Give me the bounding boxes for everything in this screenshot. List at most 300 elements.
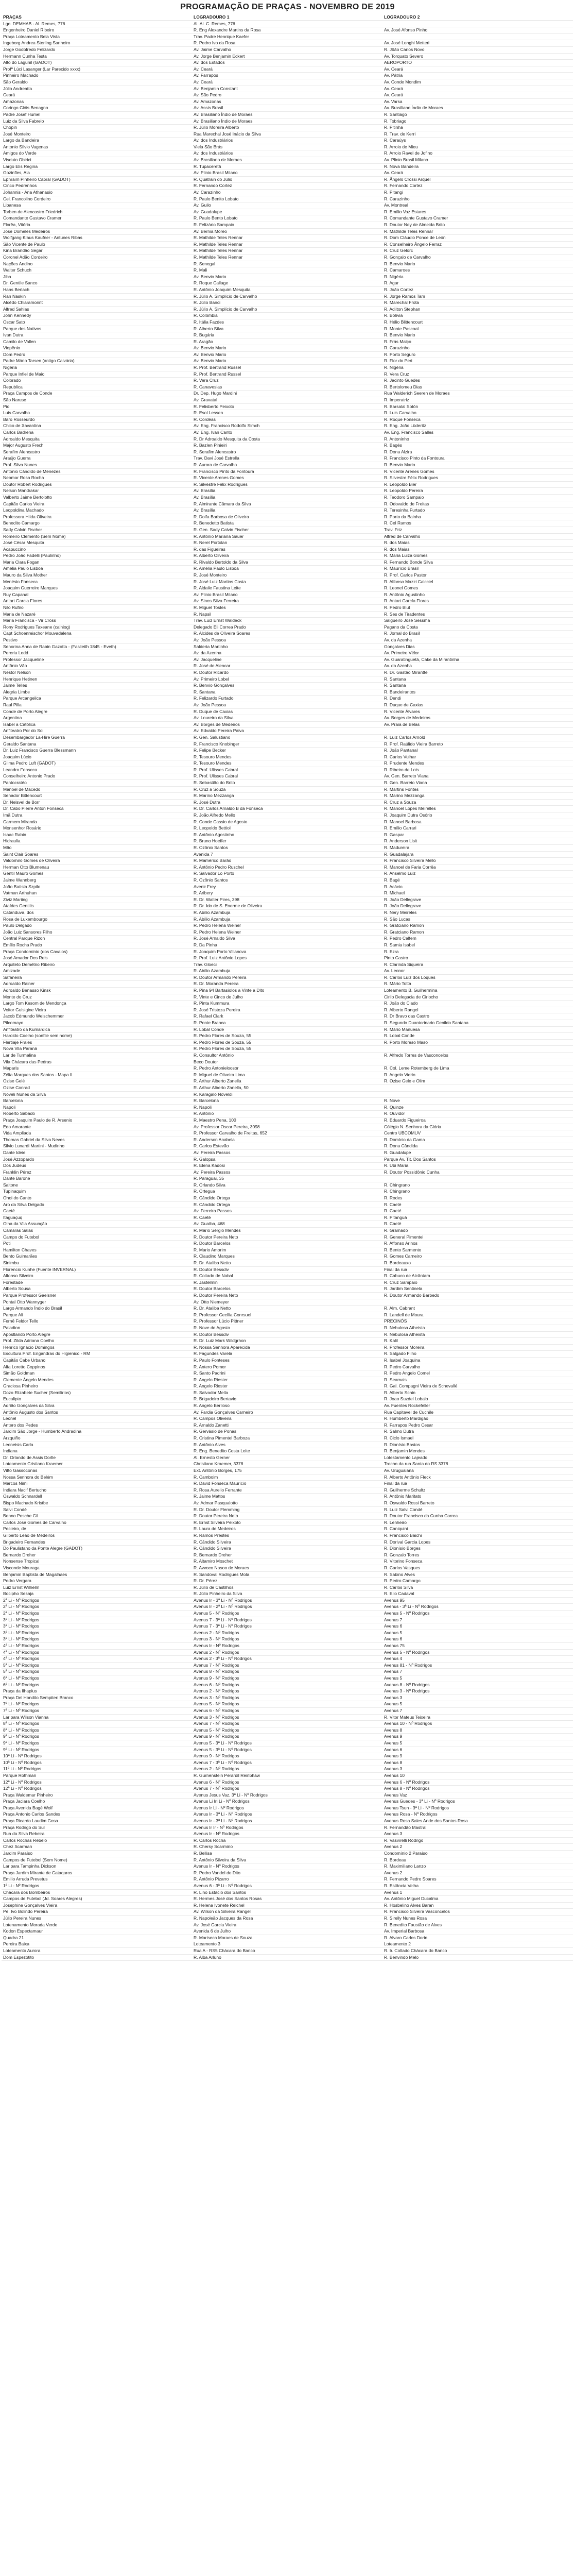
cell-praca: Maria de Nazaré bbox=[2, 611, 192, 618]
table-row bbox=[2, 1065, 573, 1072]
cell-logradouro-1: R. Antônio Agostinho bbox=[192, 832, 382, 838]
table-row bbox=[2, 1935, 573, 1941]
cell-praca: Câmaras Salas bbox=[2, 1228, 192, 1234]
cell-praca: Marcos Nimi bbox=[2, 1481, 192, 1487]
cell-logradouro-2: R. Comandante Gustavo Cramer bbox=[382, 215, 573, 222]
table-row bbox=[2, 222, 573, 229]
table-row bbox=[2, 1656, 573, 1663]
cell-logradouro-2: R. Fernandão Mastral bbox=[382, 1824, 573, 1831]
table-row bbox=[2, 1448, 573, 1455]
cell-praca: Quadra 21 bbox=[2, 1935, 192, 1941]
cell-logradouro-2: R. Alfredo Torres de Vasconcelos bbox=[382, 1053, 573, 1059]
cell-praca: 7ª Li - Nº Rodrigos bbox=[2, 1701, 192, 1708]
cell-praca: Johannis - Ana Athanasio bbox=[2, 190, 192, 196]
table-row bbox=[2, 1383, 573, 1390]
table-row bbox=[2, 1474, 573, 1481]
cell-logradouro-1: R. Paraguai, 35 bbox=[192, 1176, 382, 1182]
cell-praca: Central Parque Rizon bbox=[2, 936, 192, 942]
cell-logradouro-1: R. Dr. Doutor Flemming bbox=[192, 1506, 382, 1513]
cell-logradouro-2: R. Mário Manuesa bbox=[382, 1026, 573, 1033]
cell-logradouro-2: R. Lobal Conde bbox=[382, 1033, 573, 1040]
cell-logradouro-2: R. Manoel Barbosa bbox=[382, 819, 573, 825]
cell-logradouro-2: Avenus 3 bbox=[382, 1831, 573, 1838]
cell-logradouro-1: R. Pedro Flores de Souza, 55 bbox=[192, 1039, 382, 1046]
cell-praca: Bernardo Dreher bbox=[2, 1552, 192, 1558]
cell-praca: Josephine Gonçalves Vieira bbox=[2, 1902, 192, 1909]
table-row bbox=[2, 163, 573, 170]
table-row bbox=[2, 896, 573, 903]
cell-logradouro-1: R. Tesouro Mendes bbox=[192, 760, 382, 767]
cell-praca: Chico de Xavantina bbox=[2, 423, 192, 430]
cell-logradouro-1: R. Itália Fazdes bbox=[192, 319, 382, 326]
cell-logradouro-2: R. Santana bbox=[382, 676, 573, 683]
cell-praca: Adroaldo Benasso Kinsk bbox=[2, 988, 192, 994]
cell-praca: Prof. Zilda Adriana Coelho bbox=[2, 1338, 192, 1345]
cell-praca: Júlio Andreatta bbox=[2, 86, 192, 92]
cell-praca: Desembargador La-Hire Guerra bbox=[2, 734, 192, 741]
table-row bbox=[2, 585, 573, 592]
table-row bbox=[2, 1435, 573, 1442]
table-row bbox=[2, 1896, 573, 1903]
cell-logradouro-2: Alfred de Carvalho bbox=[382, 533, 573, 540]
cell-logradouro-1: Avenus 6 - Nº Rodrigos bbox=[192, 1707, 382, 1714]
cell-praca: Araújo Guerra bbox=[2, 455, 192, 462]
cell-praca: Dr. Luiz Francisco Guerra Blessmann bbox=[2, 748, 192, 754]
cell-logradouro-2: R. Benjamin Mendes bbox=[382, 1448, 573, 1455]
cell-praca: Emilio Arruda Prevetus bbox=[2, 1876, 192, 1883]
cell-logradouro-2: R. Gonzalo Torres bbox=[382, 1552, 573, 1558]
table-row bbox=[2, 228, 573, 235]
cell-logradouro-1: R. Doutor Armando Pereira bbox=[192, 974, 382, 981]
cell-logradouro-1: R. Karagalo Noveldi bbox=[192, 1091, 382, 1098]
cell-logradouro-2: R. Nigéria bbox=[382, 365, 573, 371]
cell-praca: Roberto Sábado bbox=[2, 1111, 192, 1117]
cell-logradouro-1: R. Napsil bbox=[192, 611, 382, 618]
table-row bbox=[2, 1506, 573, 1513]
table-row bbox=[2, 728, 573, 735]
cell-logradouro-2: Pinto Castro bbox=[382, 955, 573, 962]
cell-praca: Paladion bbox=[2, 1325, 192, 1331]
cell-logradouro-2: Avenus 4 bbox=[382, 1656, 573, 1663]
cell-logradouro-2: R. Vicente Álvares bbox=[382, 708, 573, 715]
table-row bbox=[2, 118, 573, 125]
cell-praca: Ceará bbox=[2, 92, 192, 99]
cell-praca: Lotenamento Morada Verde bbox=[2, 1922, 192, 1928]
cell-logradouro-2: R. Martins Fontes bbox=[382, 786, 573, 793]
cell-logradouro-2: Av. Leonor bbox=[382, 968, 573, 975]
cell-logradouro-1: R. Júlio de Castilhos bbox=[192, 1584, 382, 1591]
table-row bbox=[2, 1053, 573, 1059]
cell-logradouro-1: Av. Benvio Mario bbox=[192, 351, 382, 358]
cell-logradouro-2: Av. Conde Mondim bbox=[382, 79, 573, 86]
cell-logradouro-1: R. Serafim Alencastro bbox=[192, 449, 382, 455]
cell-logradouro-1: Av. Plinio Brasil Milano bbox=[192, 591, 382, 598]
cell-logradouro-1: R. Júlio Moreira Alberto bbox=[192, 125, 382, 131]
cell-praca: Benno Posche Gil bbox=[2, 1513, 192, 1520]
table-row bbox=[2, 1137, 573, 1143]
table-row bbox=[2, 851, 573, 858]
cell-logradouro-2: R. João Pantanal bbox=[382, 748, 573, 754]
cell-logradouro-1: Ext. Antônio Borges, 175 bbox=[192, 1468, 382, 1475]
cell-logradouro-2: R. Leonel Gomes bbox=[382, 585, 573, 592]
cell-logradouro-2: R. Emílio Carrari bbox=[382, 825, 573, 832]
cell-logradouro-2: R. Landell de Moura bbox=[382, 1312, 573, 1318]
cell-logradouro-2: R. João do Ciado bbox=[382, 1001, 573, 1007]
cell-logradouro-1: Av. Farrapos bbox=[192, 73, 382, 79]
cell-logradouro-2: R. Jacinto Guedes bbox=[382, 378, 573, 384]
cell-logradouro-1: Av. Brasiliano Índio de Moraes bbox=[192, 118, 382, 125]
table-row bbox=[2, 663, 573, 670]
cell-praca: Alto do Lagunil (GADOT) bbox=[2, 60, 192, 66]
cell-logradouro-2: R. Imperatriz bbox=[382, 397, 573, 404]
cell-logradouro-1: Avenus 9 - Nº Rodrigos bbox=[192, 1753, 382, 1760]
table-row bbox=[2, 909, 573, 916]
cell-logradouro-1: R. Cruz a Souza bbox=[192, 786, 382, 793]
cell-praca: Pantocratéo bbox=[2, 780, 192, 787]
cell-praca: Raul Pilla bbox=[2, 702, 192, 708]
cell-logradouro-1: R. Bernardo Dreher bbox=[192, 1552, 382, 1558]
cell-logradouro-1: R. Prof. Luiz Antônio Lopes bbox=[192, 955, 382, 962]
table-row bbox=[2, 1766, 573, 1773]
table-row bbox=[2, 702, 573, 708]
cell-logradouro-1: R. Felisberto Peixoto bbox=[192, 403, 382, 410]
pracas-table bbox=[2, 14, 573, 1961]
cell-logradouro-1: Av. dos Industriários bbox=[192, 150, 382, 157]
cell-logradouro-1: R. Dr. Pérez bbox=[192, 1578, 382, 1585]
cell-logradouro-2: R. Antônio Agustinho bbox=[382, 591, 573, 598]
cell-logradouro-2: Av. Brasiliano Índio de Moraes bbox=[382, 105, 573, 112]
cell-logradouro-2: R. Madureira bbox=[382, 845, 573, 852]
table-row bbox=[2, 579, 573, 585]
table-row bbox=[2, 1876, 573, 1883]
cell-praca: Libanesa bbox=[2, 202, 192, 209]
cell-praca: Padre Josef Humel bbox=[2, 111, 192, 118]
table-row bbox=[2, 280, 573, 287]
cell-logradouro-1: R. Ramos Prestes bbox=[192, 1532, 382, 1539]
cell-praca: Vida Ampliada bbox=[2, 1130, 192, 1137]
cell-logradouro-1: R. Alcides de Oliveira Soares bbox=[192, 631, 382, 637]
cell-praca: Simão Goldman bbox=[2, 1370, 192, 1377]
cell-logradouro-1: R. Paulo Bento Lobato bbox=[192, 215, 382, 222]
cell-logradouro-2: R. Michael bbox=[382, 890, 573, 897]
cell-logradouro-2: R. Segundo Duantorinario Genildo Santana bbox=[382, 1020, 573, 1027]
cell-logradouro-1: Avenus 7 - Nº Rodrigos bbox=[192, 1721, 382, 1727]
table-row bbox=[2, 1189, 573, 1195]
cell-logradouro-1: R. Dr. Ataliba Netto bbox=[192, 1306, 382, 1312]
cell-logradouro-2: Avenus 2 bbox=[382, 1844, 573, 1851]
table-row bbox=[2, 1422, 573, 1429]
table-row bbox=[2, 877, 573, 884]
cell-logradouro-1: R. Almirante Câmara da Silva bbox=[192, 501, 382, 507]
cell-logradouro-2: R. Francisco Pinto da Fontoura bbox=[382, 455, 573, 462]
cell-logradouro-2: R. Antart García Flores bbox=[382, 598, 573, 605]
cell-logradouro-1: R. Senegal bbox=[192, 261, 382, 267]
cell-praca: Luiz Ernst Wilhelm bbox=[2, 1584, 192, 1591]
cell-praca: Anfiteatro da Kumardica bbox=[2, 1026, 192, 1033]
table-row bbox=[2, 403, 573, 410]
cell-logradouro-2: Final da rua bbox=[382, 1266, 573, 1273]
table-row bbox=[2, 60, 573, 66]
cell-logradouro-2: Avenus 7 bbox=[382, 1669, 573, 1675]
cell-praca: Haroldo Coelho (sonfile sem nome) bbox=[2, 1033, 192, 1040]
cell-praca: 2ª Li - Nº Rodrigos bbox=[2, 1604, 192, 1611]
cell-praca: Graciosa Pinheiro bbox=[2, 1383, 192, 1390]
cell-logradouro-1: R. Mamérico Barão bbox=[192, 858, 382, 865]
cell-logradouro-1: R. Francisco Pinto da Fontoura bbox=[192, 468, 382, 475]
table-row bbox=[2, 125, 573, 131]
cell-praca: Antart Garcia Flores bbox=[2, 598, 192, 605]
cell-praca: Henrique Hetinen bbox=[2, 676, 192, 683]
table-row bbox=[2, 86, 573, 92]
table-row bbox=[2, 1286, 573, 1293]
cell-logradouro-2: R. Dom Cláudio Ponce de León bbox=[382, 235, 573, 242]
table-row bbox=[2, 708, 573, 715]
cell-logradouro-2: R. Conselheiro Ângelo Ferraz bbox=[382, 241, 573, 248]
cell-logradouro-2: Trav. Friz bbox=[382, 527, 573, 533]
cell-logradouro-1: Av. Brasília bbox=[192, 488, 382, 495]
cell-logradouro-2: R. João Dellegrave bbox=[382, 896, 573, 903]
cell-logradouro-2: R. Joao Suzdel Lobalo bbox=[382, 1396, 573, 1403]
cell-logradouro-2: R. Eng. João Lüderitz bbox=[382, 423, 573, 430]
cell-logradouro-2: Av. Ceará bbox=[382, 86, 573, 92]
table-row bbox=[2, 1786, 573, 1792]
cell-logradouro-1: R. Arthur Alberto Zanella, 50 bbox=[192, 1084, 382, 1091]
table-row bbox=[2, 734, 573, 741]
cell-logradouro-1: Av. Wilson da Silveira Rangel bbox=[192, 1909, 382, 1916]
cell-praca: Neomar Rosa Rocha bbox=[2, 475, 192, 482]
cell-logradouro-1: R. Francisco Knobinger bbox=[192, 741, 382, 748]
cell-praca: Praça Jardim Mirante de Cataqaros bbox=[2, 1870, 192, 1876]
cell-logradouro-1: Avenus Ir - 2ª Li - Nº Rodrigos bbox=[192, 1604, 382, 1611]
cell-logradouro-1: R. Júlio Banci bbox=[192, 300, 382, 307]
table-row bbox=[2, 793, 573, 800]
cell-logradouro-1: Av. São Pedro bbox=[192, 92, 382, 99]
cell-logradouro-1: R. Ponte Branca bbox=[192, 1020, 382, 1027]
cell-praca: Adroaldo Mesquita bbox=[2, 436, 192, 443]
cell-praca: Hamilton Chaves bbox=[2, 1247, 192, 1253]
cell-logradouro-2: R. Guilherme Schultz bbox=[382, 1487, 573, 1494]
table-row bbox=[2, 1214, 573, 1221]
cell-praca: Vitto Gassoconas bbox=[2, 1468, 192, 1475]
cell-praca: Bispo Machado Kristbe bbox=[2, 1500, 192, 1506]
cell-logradouro-2: R. Vitorino Fonseca bbox=[382, 1558, 573, 1565]
cell-logradouro-2: R. Maximiliano Lanzo bbox=[382, 1863, 573, 1870]
cell-logradouro-1: R. Dr. Carlos Arnaldo B da Fonseca bbox=[192, 806, 382, 812]
cell-logradouro-1: Av. Admar Pasqualotto bbox=[192, 1500, 382, 1506]
cell-logradouro-2 bbox=[382, 1091, 573, 1098]
cell-praca: Manoel de Macedo bbox=[2, 786, 192, 793]
table-row bbox=[2, 351, 573, 358]
cell-logradouro-1: R. Alberto Silva bbox=[192, 326, 382, 332]
cell-logradouro-1: Avenir Frey bbox=[192, 884, 382, 890]
cell-praca: Largo Armando Índio do Brasil bbox=[2, 1306, 192, 1312]
table-row bbox=[2, 1824, 573, 1831]
cell-logradouro-2: R. Mário Totta bbox=[382, 981, 573, 988]
cell-praca: 5ª Li - Nº Rodrigos bbox=[2, 1669, 192, 1675]
cell-praca: Alcêdo Chiaramonnt bbox=[2, 300, 192, 307]
cell-logradouro-1: Al. Ernesto Gerner bbox=[192, 1454, 382, 1461]
cell-praca: Senorina Anna de Rabin Gazotta - (Faslieith 1845 - Eveth) bbox=[2, 643, 192, 650]
cell-logradouro-2: R. Porto Moreso Maso bbox=[382, 1039, 573, 1046]
cell-praca: Lar para Tampinha Dickson bbox=[2, 1863, 192, 1870]
cell-logradouro-2: Av. Gen. Barreto Viana bbox=[382, 773, 573, 780]
cell-praca: Largo da Bandeira bbox=[2, 138, 192, 144]
cell-logradouro-1: R. Pinta Kummura bbox=[192, 1001, 382, 1007]
cell-logradouro-1: Av. Ceará bbox=[192, 66, 382, 73]
cell-logradouro-1: R. Antônio Pizarro bbox=[192, 1876, 382, 1883]
cell-praca: Tupinaquim bbox=[2, 1189, 192, 1195]
cell-logradouro-1: Avenus 2 - Nº Rodrigos bbox=[192, 1766, 382, 1773]
cell-praca: Voitor Guisigine Vieira bbox=[2, 1007, 192, 1013]
cell-praca: Praça Avenida Bagé Wolf bbox=[2, 1805, 192, 1811]
table-row bbox=[2, 468, 573, 475]
cell-logradouro-1: R. Angelo Riester bbox=[192, 1377, 382, 1383]
table-row bbox=[2, 261, 573, 267]
cell-logradouro-1: R. Antônio Mariana Sauer bbox=[192, 533, 382, 540]
cell-praca: Praça Joaquim Paulo de R. Arsenio bbox=[2, 1117, 192, 1124]
table-row bbox=[2, 384, 573, 391]
cell-praca: Maparis bbox=[2, 1065, 192, 1072]
cell-praca: Acapuccino bbox=[2, 546, 192, 553]
cell-praca: Campos de Futebol (Sem Nome) bbox=[2, 1857, 192, 1863]
table-row bbox=[2, 1098, 573, 1105]
cell-logradouro-1: Avenus 7 - Nº Rodrigos bbox=[192, 1662, 382, 1669]
table-row bbox=[2, 475, 573, 482]
cell-logradouro-2: Avenus Tsun - 3ª Li - Nº Rodrigos bbox=[382, 1805, 573, 1811]
cell-logradouro-1: R. Helena Ivonete Reichel bbox=[192, 1902, 382, 1909]
cell-logradouro-2: Gonçalves Dias bbox=[382, 643, 573, 650]
cell-logradouro-2: Av. Primeiro Vélor bbox=[382, 650, 573, 657]
table-row bbox=[2, 572, 573, 579]
table-row bbox=[2, 1201, 573, 1208]
cell-praca: Gentil Mauro Gomes bbox=[2, 871, 192, 877]
table-row bbox=[2, 1163, 573, 1170]
table-row bbox=[2, 66, 573, 73]
cell-praca: Gozinfles, Ala bbox=[2, 170, 192, 177]
cell-logradouro-1: R. Quatrain do Júlio bbox=[192, 176, 382, 183]
cell-praca: Ohoi do Canto bbox=[2, 1195, 192, 1202]
cell-logradouro-2: R. Vasvirelli Rodrigo bbox=[382, 1837, 573, 1844]
cell-logradouro-1: R. Orlando Silva bbox=[192, 1182, 382, 1189]
table-row bbox=[2, 254, 573, 261]
cell-praca: Dr. Gentile Sanco bbox=[2, 280, 192, 287]
cell-praca: Camilo de Vallen bbox=[2, 338, 192, 345]
cell-logradouro-2: R. Ezra bbox=[382, 948, 573, 955]
cell-logradouro-1: R. Jaime Mattos bbox=[192, 1494, 382, 1500]
cell-logradouro-1: R. Coitado de Nabal bbox=[192, 1273, 382, 1280]
cell-logradouro-2: R. Dionísio Bastos bbox=[382, 1442, 573, 1448]
cell-praca: Pecieiro, de bbox=[2, 1526, 192, 1533]
table-row bbox=[2, 540, 573, 547]
cell-logradouro-1: R. Doutor Pereira Neto bbox=[192, 1292, 382, 1299]
cell-praca: Parque Ali bbox=[2, 1312, 192, 1318]
table-row bbox=[2, 1883, 573, 1890]
cell-logradouro-2: Condomínio 2 Paraíso bbox=[382, 1851, 573, 1857]
cell-logradouro-1: R. Napoleão Jacques da Rosa bbox=[192, 1915, 382, 1922]
cell-logradouro-2: R. Marechal Frota bbox=[382, 300, 573, 307]
cell-logradouro-2: R. Acácio bbox=[382, 884, 573, 890]
cell-logradouro-1: Av. Amazonas bbox=[192, 98, 382, 105]
cell-logradouro-2: R. Ouvidor bbox=[382, 1111, 573, 1117]
cell-praca: Hermann Cunha Testa bbox=[2, 53, 192, 60]
cell-logradouro-2: Avenus 1 bbox=[382, 1889, 573, 1896]
table-row bbox=[2, 1889, 573, 1896]
cell-praca: Praça Campos de Conde bbox=[2, 391, 192, 397]
cell-logradouro-1: Av. Carazinho bbox=[192, 190, 382, 196]
cell-praca: Dom Espezotito bbox=[2, 1954, 192, 1961]
cell-praca: Nestor Nelson bbox=[2, 669, 192, 676]
table-row bbox=[2, 1688, 573, 1695]
cell-logradouro-2: R. Carlos Luiz dos Loques bbox=[382, 974, 573, 981]
cell-praca: Walter Schuch bbox=[2, 267, 192, 274]
cell-logradouro-2: R. Oswaldo Rossi Barreto bbox=[382, 1500, 573, 1506]
cell-logradouro-2: R. Francisco Silveira Mello bbox=[382, 858, 573, 865]
table-row bbox=[2, 1902, 573, 1909]
table-row bbox=[2, 202, 573, 209]
cell-logradouro-2: Avenus 8 - Nº Rodrigos bbox=[382, 1786, 573, 1792]
cell-praca: Carlos Rochas Rebelo bbox=[2, 1837, 192, 1844]
cell-logradouro-1: Trav. Davi José Estrella bbox=[192, 455, 382, 462]
table-row bbox=[2, 1792, 573, 1799]
cell-logradouro-1: R. Salvador Lo Porto bbox=[192, 871, 382, 877]
cell-logradouro-2: R. Doutor Ney de Almeida Brito bbox=[382, 222, 573, 229]
cell-praca: Pestivo bbox=[2, 637, 192, 644]
table-row bbox=[2, 1571, 573, 1578]
cell-praca: Lar de Turmalina bbox=[2, 1053, 192, 1059]
table-row bbox=[2, 1149, 573, 1156]
cell-logradouro-2: Av. Montreal bbox=[382, 202, 573, 209]
table-row bbox=[2, 819, 573, 825]
table-header-row bbox=[2, 14, 573, 21]
cell-logradouro-1: Av. João Pessoa bbox=[192, 637, 382, 644]
cell-logradouro-1: Avenus 5 - 3ª Li - Nº Rodrigos bbox=[192, 1740, 382, 1747]
cell-logradouro-1: Av. Jorge Benjamin Eckert bbox=[192, 53, 382, 60]
cell-logradouro-1: R. Salvador Mella bbox=[192, 1389, 382, 1396]
table-row bbox=[2, 138, 573, 144]
cell-logradouro-1: Delegado Eli Correa Prado bbox=[192, 624, 382, 631]
cell-logradouro-2: R. Ir. Coltado Chácara do Banco bbox=[382, 1947, 573, 1954]
table-row bbox=[2, 365, 573, 371]
cell-praca: Leopoldina Machado bbox=[2, 507, 192, 514]
cell-logradouro-2: R. Alm. Cabrant bbox=[382, 1306, 573, 1312]
cell-logradouro-1: R. Antônio bbox=[192, 1111, 382, 1117]
table-row bbox=[2, 923, 573, 929]
cell-praca: 2ª Li - Nº Rodrigos bbox=[2, 1597, 192, 1604]
table-row bbox=[2, 1111, 573, 1117]
cell-logradouro-1: R. Doutor Pereira Neto bbox=[192, 1234, 382, 1241]
cell-logradouro-2: R. Pedro Angelo Comel bbox=[382, 1370, 573, 1377]
table-row bbox=[2, 605, 573, 612]
cell-praca: Noveli Nunes da Silva bbox=[2, 1091, 192, 1098]
cell-logradouro-2: R. Pitangi bbox=[382, 190, 573, 196]
table-row bbox=[2, 1909, 573, 1916]
table-row bbox=[2, 1357, 573, 1364]
cell-logradouro-2: R. Ubi Maria bbox=[382, 1163, 573, 1170]
cell-logradouro-2: R. Carazinho bbox=[382, 345, 573, 352]
cell-logradouro-2: Avenus 5 bbox=[382, 1675, 573, 1682]
table-row bbox=[2, 748, 573, 754]
cell-logradouro-1: R. Camboim bbox=[192, 1474, 382, 1481]
table-row bbox=[2, 1331, 573, 1338]
cell-logradouro-2: Avenus 5 bbox=[382, 1701, 573, 1708]
cell-praca: Benjamin Baptista de Magalhaes bbox=[2, 1571, 192, 1578]
table-row bbox=[2, 319, 573, 326]
cell-logradouro-2: R. Fernando Cortez bbox=[382, 183, 573, 190]
cell-logradouro-2: Av. José Afonso Pinho bbox=[382, 27, 573, 34]
cell-logradouro-1: R. Ozônio Santos bbox=[192, 877, 382, 884]
cell-logradouro-1: Avenus Ir - 3ª Li - Nº Rodrigos bbox=[192, 1811, 382, 1818]
cell-praca: Coronel Adão Cordeiro bbox=[2, 254, 192, 261]
